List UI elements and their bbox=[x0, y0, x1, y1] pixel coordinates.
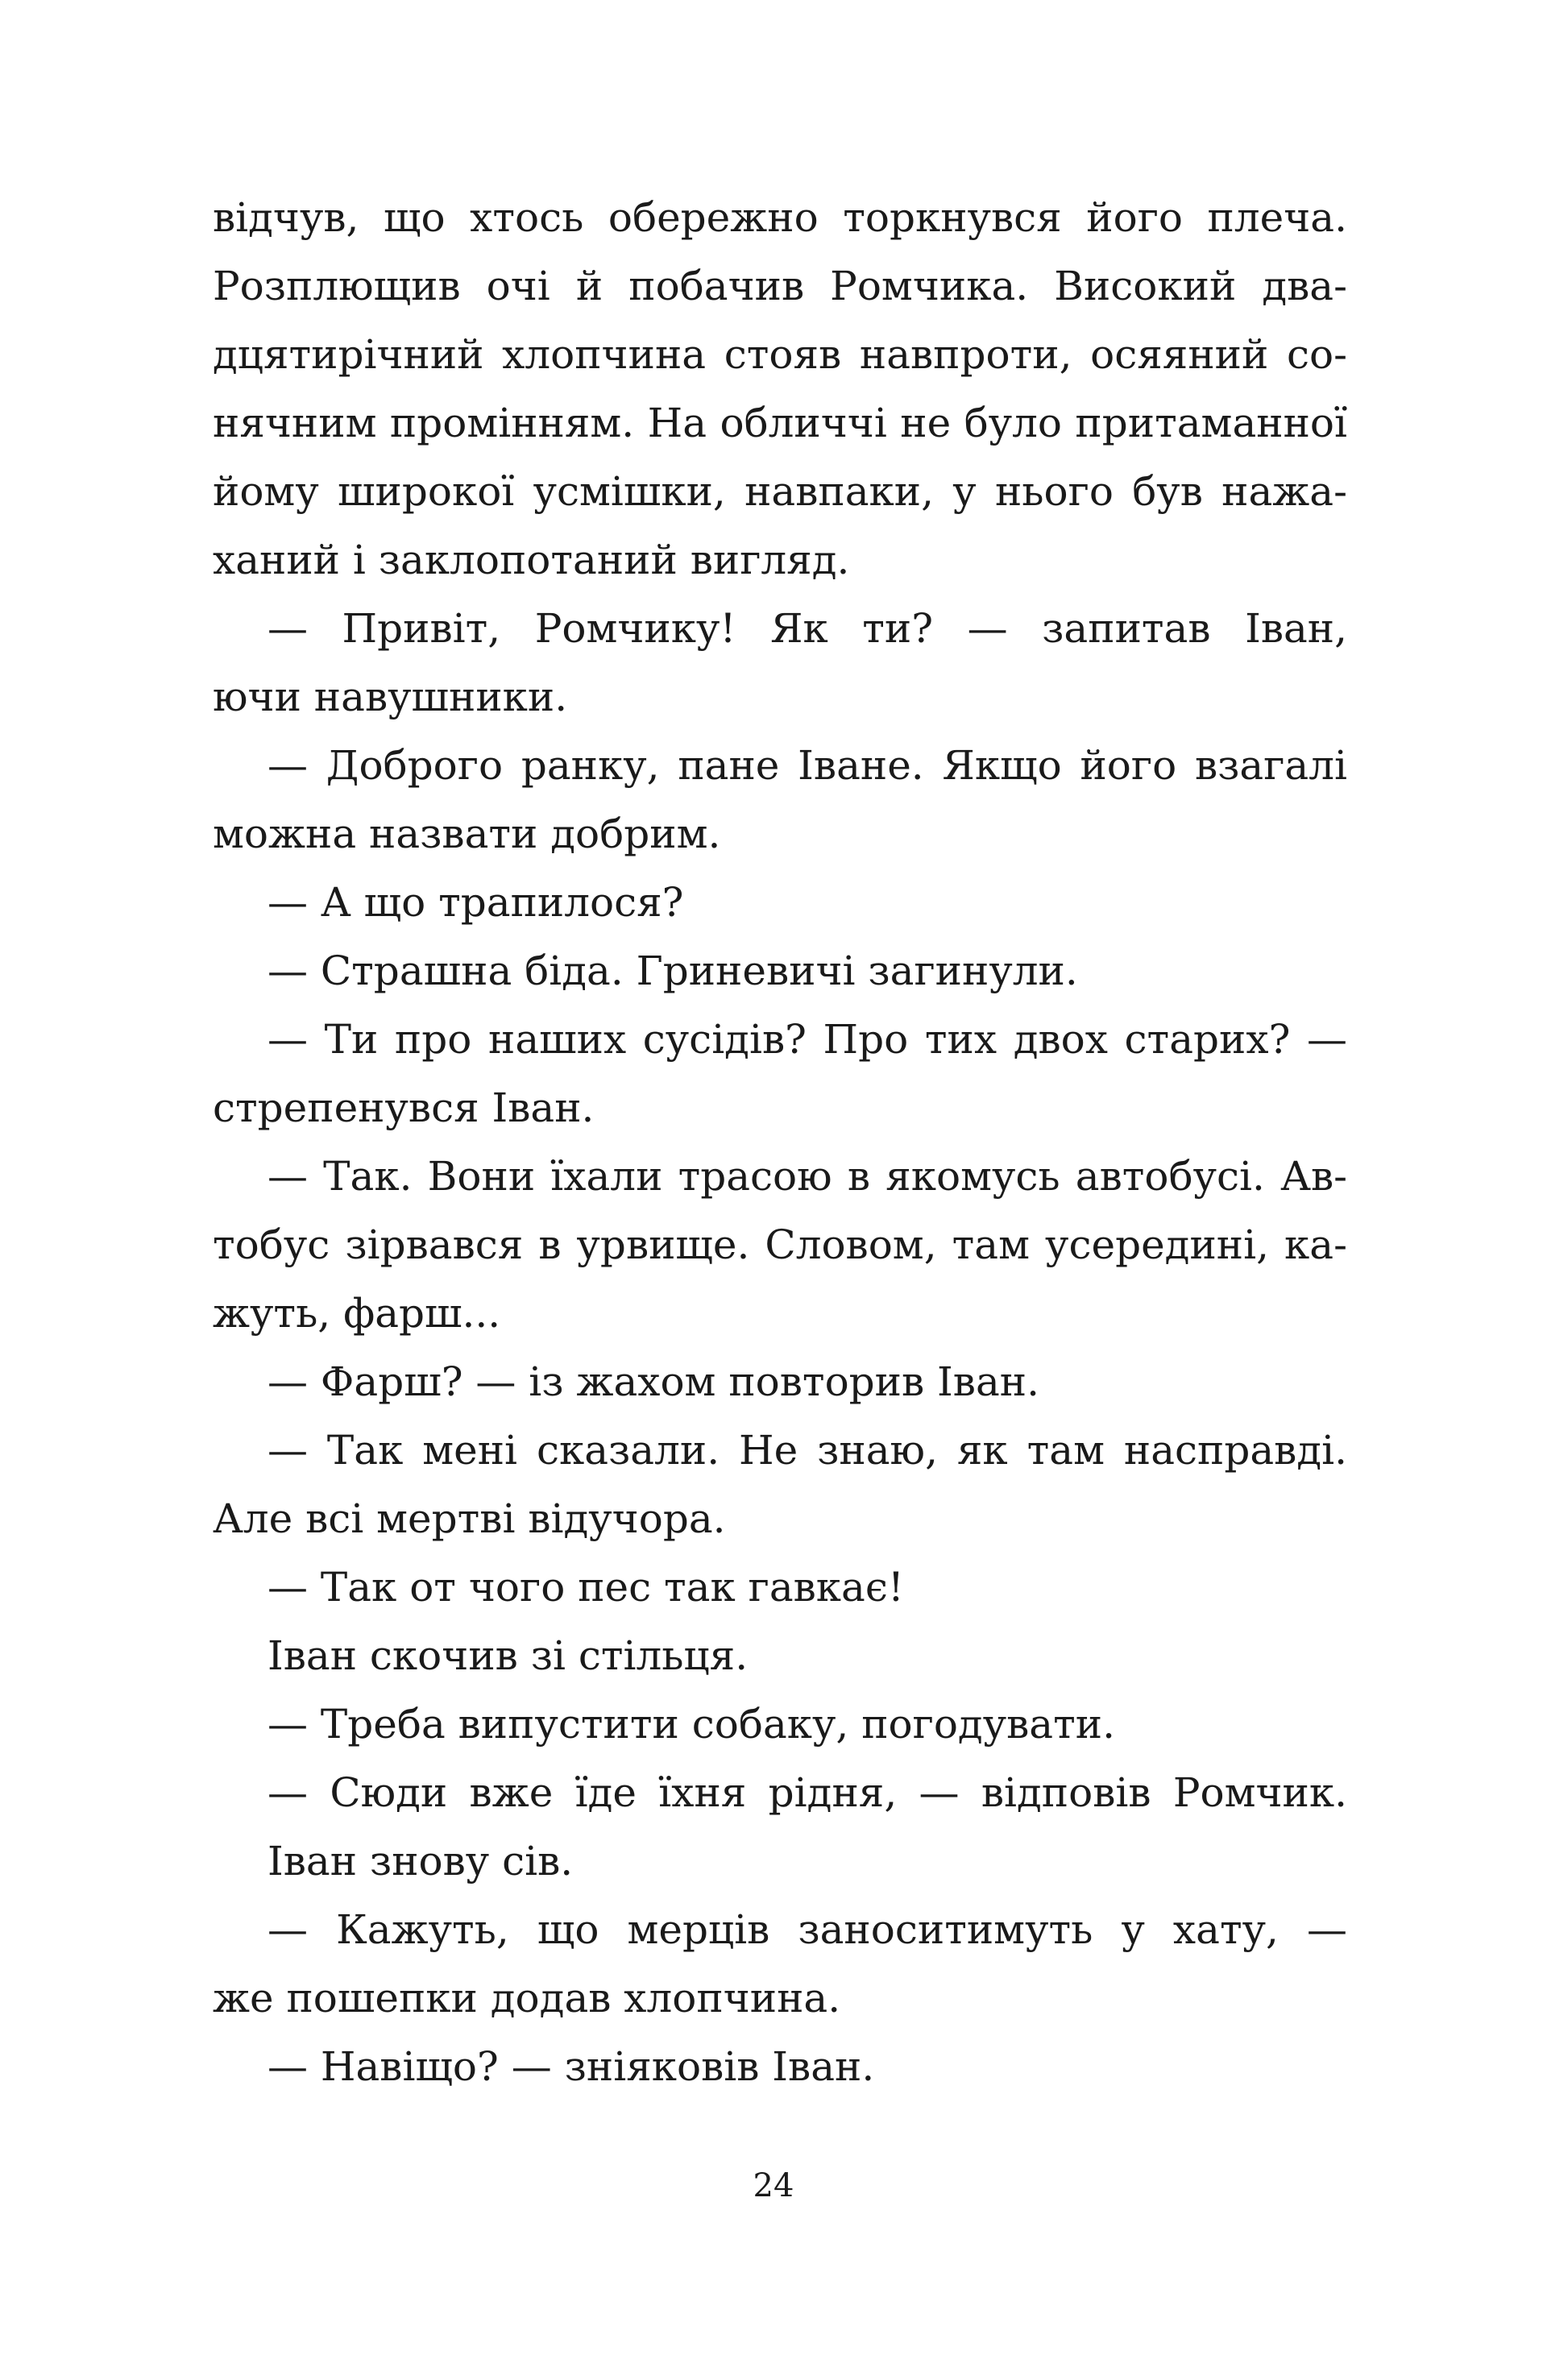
text-line: дцятирічний хлопчина стояв навпроти, осяяний со- bbox=[213, 331, 1347, 378]
text-line: відчув, що хтось обережно торкнувся його плеча. bbox=[213, 194, 1347, 241]
text-line: йому широкої усмішки, навпаки, у нього був нажа- bbox=[213, 468, 1347, 515]
text-line: — Сюди вже їде їхня рідня, — відповів Ромчик. bbox=[268, 1769, 1347, 1816]
text-line: жуть, фарш... bbox=[213, 1290, 501, 1337]
text-line: — Навіщо? — зніяковів Іван. bbox=[268, 2043, 875, 2090]
text-line: Іван знову сів. bbox=[268, 1838, 574, 1885]
text-line: Але всі мертві відучора. bbox=[213, 1495, 726, 1542]
text-line: тобус зірвався в урвище. Словом, там усередині, ка- bbox=[213, 1221, 1347, 1268]
body-text bbox=[213, 184, 1347, 2101]
text-line: же пошепки додав хлопчина. bbox=[213, 1975, 841, 2021]
text-line: — Треба випустити собаку, погодувати. bbox=[268, 1701, 1115, 1748]
text-line: можна назвати добрим. bbox=[213, 811, 721, 857]
text-line: — Так мені сказали. Не знаю, як там насправді. bbox=[268, 1427, 1347, 1474]
text-line: — Так от чого пес так гавкає! bbox=[268, 1564, 904, 1611]
text-line: — Доброго ранку, пане Іване. Якщо його взагалі bbox=[268, 742, 1347, 789]
text-line: — Ти про наших сусідів? Про тих двох старих? — bbox=[268, 1016, 1347, 1063]
text-line: ючи навушники. bbox=[213, 674, 568, 720]
page-number: 24 bbox=[753, 2167, 794, 2204]
text-line: — Кажуть, що мерців заноситимуть у хату, — bbox=[268, 1906, 1347, 1953]
text-line: Іван скочив зі стільця. bbox=[268, 1632, 749, 1679]
text-line: Розплющив очі й побачив Ромчика. Високий два- bbox=[213, 263, 1347, 309]
text-line: — Фарш? — із жахом повторив Іван. bbox=[268, 1358, 1039, 1405]
text-line: — Привіт, Ромчику! Як ти? — запитав Іван, bbox=[268, 605, 1347, 652]
text-line: стрепенувся Іван. bbox=[213, 1084, 595, 1131]
text-line: — Так. Вони їхали трасою в якомусь автобусі. Ав- bbox=[268, 1153, 1347, 1200]
text-line: — А що трапилося? bbox=[268, 879, 684, 926]
text-line: ханий і заклопотаний вигляд. bbox=[213, 537, 850, 583]
text-line: — Страшна біда. Гриневичі загинули. bbox=[268, 947, 1078, 994]
text-line: нячним промінням. На обличчі не було притаманної bbox=[213, 400, 1347, 446]
